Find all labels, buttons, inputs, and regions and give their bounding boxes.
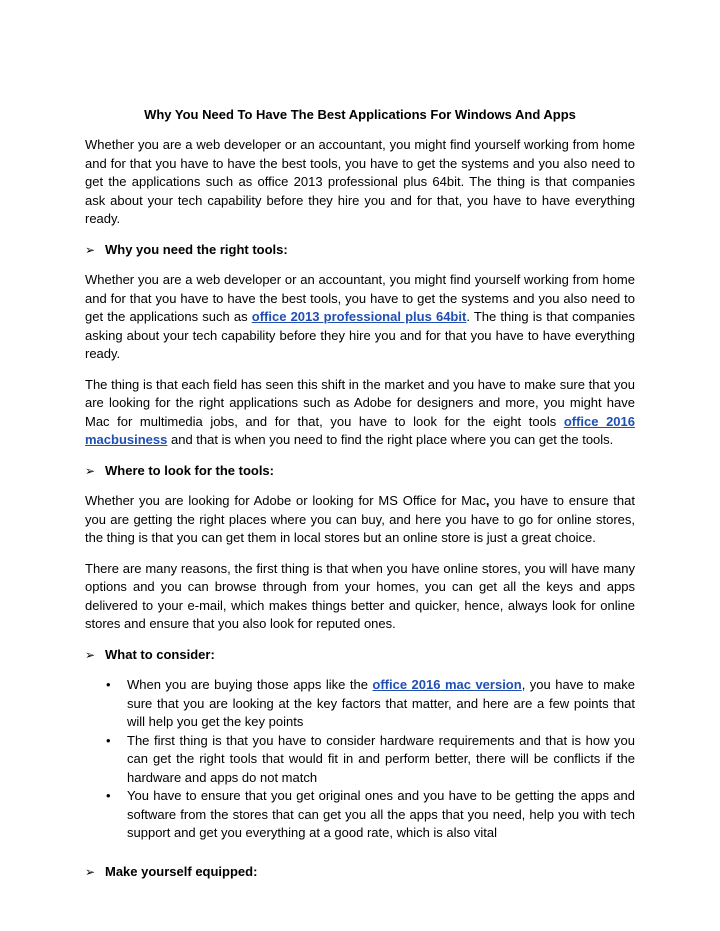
arrow-bullet-icon: ➢ xyxy=(85,864,96,879)
bullet-dot-icon: • xyxy=(106,677,111,692)
document-title: Why You Need To Have The Best Applications For Windows And Apps xyxy=(144,107,576,122)
section-heading-where-to-look xyxy=(85,462,635,481)
arrow-bullet-icon: ➢ xyxy=(85,463,96,478)
list-item-text xyxy=(127,676,635,732)
paragraph-text: Whether you are looking for Adobe or looking for MS Office for Mac xyxy=(85,493,486,508)
where-to-look-paragraph-2: There are many reasons, the first thing is that when you have online stores, you will have many options and you can browse through from your homes, you can get all the keys and apps delivered to your e-mail, which makes things better and quicker, hence, always look for online stores and ensure that you also look for reputed ones. xyxy=(85,560,635,631)
list-item xyxy=(85,676,635,732)
consider-bullet-list xyxy=(85,676,635,843)
intro-paragraph: Whether you are a web developer or an accountant, you might find yourself working from home and for that you have to have the best tools, you have to get the systems and you also need to get the applications such as office 2013 professional plus 64bit. The thing is that companies ask about your tech capability before they hire you and for that, you have to have everything ready. xyxy=(85,137,635,226)
list-item xyxy=(85,787,635,843)
paragraph-text: Whether you are a web developer or an accountant, you might find yourself working from home and for that you have to have the best tools, you have to get the systems and you also need to get the applications such as xyxy=(85,272,635,324)
section-heading-what-to-consider xyxy=(85,646,635,665)
arrow-bullet-icon: ➢ xyxy=(85,647,96,662)
bullet-dot-icon: • xyxy=(106,732,111,748)
paragraph-text: and that is when you need to find the right place where you can get the tools. xyxy=(167,432,614,447)
bullet-dot-icon: • xyxy=(106,788,111,803)
paragraph-text: The thing is that each field has seen this shift in the market and you have to make sure that you are looking for the right applications such as Adobe for designers and more, you might have Mac for multimedia jobs, and for that, you have to look for the eight tools xyxy=(85,376,635,429)
list-item-text: The first thing is that you have to consider hardware requirements and that is how you can get the right tools that would fit in and perform better, there will be conflicts if the hardware and apps do not match xyxy=(127,732,635,785)
section-heading-right-tools xyxy=(85,241,635,260)
list-item xyxy=(85,732,635,788)
office-2013-link[interactable]: office 2013 professional plus 64bit xyxy=(251,309,467,324)
office-2016-mac-version-link[interactable]: office 2016 mac version xyxy=(372,677,522,692)
document-page xyxy=(85,106,635,893)
section-heading-text: What to consider: xyxy=(105,646,215,662)
section-heading-text: Why you need the right tools: xyxy=(105,241,288,257)
right-tools-paragraph-1 xyxy=(85,271,635,364)
office-2016-macbusiness-link[interactable]: office 2016 macbusiness xyxy=(85,413,635,447)
paragraph-text: When you are buying those apps like the xyxy=(127,677,373,692)
right-tools-paragraph-2 xyxy=(85,376,635,450)
list-item-text: You have to ensure that you get original ones and you have to be getting the apps and software from the stores that can get you all the apps that you need, help you with tech support and get you everything at a good rate, which is also vital xyxy=(127,788,635,840)
section-heading-make-yourself-equipped xyxy=(85,863,635,882)
paragraph-text: you have to ensure that you are getting the right places where you can buy, and here you have to go for online stores, the thing is that you can get them in local stores but an online store is just a great choice. xyxy=(85,493,635,545)
bold-comma: , xyxy=(485,493,490,508)
where-to-look-paragraph-1 xyxy=(85,492,635,548)
paragraph-text: . The thing is that companies asking about your tech capability before they hire you and for that you have to have everything ready. xyxy=(85,309,635,361)
arrow-bullet-icon: ➢ xyxy=(85,242,96,257)
section-heading-text: Where to look for the tools: xyxy=(105,462,274,478)
section-heading-text: Make yourself equipped: xyxy=(105,863,258,879)
paragraph-text: , you have to make sure that you are looking at the key factors that matter, and here are a few points that will help you get the key points xyxy=(127,677,636,729)
